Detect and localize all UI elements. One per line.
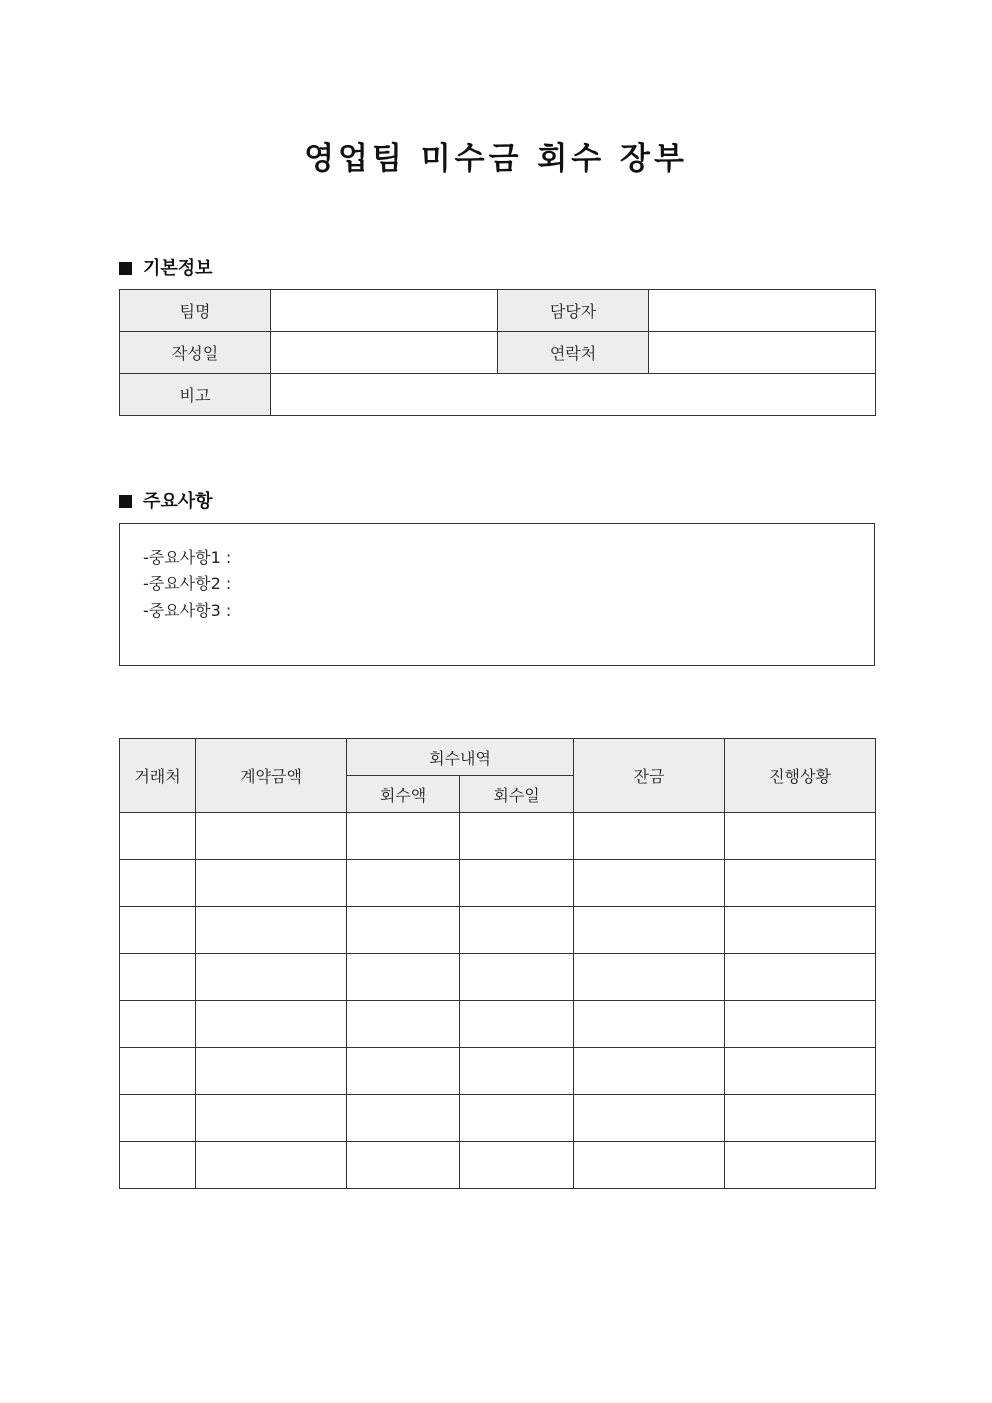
basic-info-table	[119, 289, 876, 416]
contract-amount-cell[interactable]	[196, 907, 347, 954]
collected-date-cell[interactable]	[460, 954, 574, 1001]
status-cell[interactable]	[725, 860, 876, 907]
table-row	[120, 1048, 876, 1095]
key-note-item: -중요사항1 :	[143, 548, 232, 567]
collected-amount-cell[interactable]	[347, 907, 460, 954]
basic-info-heading	[119, 254, 213, 280]
date-field[interactable]	[271, 332, 498, 374]
date-label: 작성일	[120, 332, 271, 374]
collected-amount-cell[interactable]	[347, 1095, 460, 1142]
balance-header: 잔금	[574, 739, 725, 813]
collected-amount-header: 회수액	[347, 776, 460, 813]
table-row	[120, 954, 876, 1001]
client-cell[interactable]	[120, 860, 196, 907]
status-cell[interactable]	[725, 1048, 876, 1095]
contract-amount-cell[interactable]	[196, 1048, 347, 1095]
client-cell[interactable]	[120, 1142, 196, 1189]
collection-ledger-table	[119, 738, 876, 1189]
collected-date-cell[interactable]	[460, 860, 574, 907]
page-title: 영업팀 미수금 회수 장부	[304, 141, 688, 177]
contract-amount-cell[interactable]	[196, 954, 347, 1001]
contract-amount-cell[interactable]	[196, 860, 347, 907]
manager-field[interactable]	[649, 290, 876, 332]
client-cell[interactable]	[120, 907, 196, 954]
collected-date-cell[interactable]	[460, 1095, 574, 1142]
status-cell[interactable]	[725, 813, 876, 860]
table-row	[120, 1142, 876, 1189]
collected-amount-cell[interactable]	[347, 954, 460, 1001]
balance-cell[interactable]	[574, 1095, 725, 1142]
key-notes-heading-text: 주요사항	[143, 491, 213, 512]
contract-amount-cell[interactable]	[196, 1001, 347, 1048]
key-note-item: -중요사항2 :	[143, 574, 232, 593]
client-header: 거래처	[120, 739, 196, 813]
remarks-label: 비고	[120, 374, 271, 416]
contact-field[interactable]	[649, 332, 876, 374]
balance-cell[interactable]	[574, 1001, 725, 1048]
status-cell[interactable]	[725, 1095, 876, 1142]
collected-date-cell[interactable]	[460, 1001, 574, 1048]
collected-date-cell[interactable]	[460, 1048, 574, 1095]
collected-amount-cell[interactable]	[347, 813, 460, 860]
team-field[interactable]	[271, 290, 498, 332]
status-cell[interactable]	[725, 954, 876, 1001]
contract-amount-cell[interactable]	[196, 1095, 347, 1142]
client-cell[interactable]	[120, 954, 196, 1001]
basic-info-heading-text: 기본정보	[143, 258, 213, 279]
status-cell[interactable]	[725, 1001, 876, 1048]
remarks-field[interactable]	[271, 374, 876, 416]
table-row	[120, 907, 876, 954]
key-note-item: -중요사항3 :	[143, 601, 232, 620]
collected-date-cell[interactable]	[460, 1142, 574, 1189]
status-header: 진행상황	[725, 739, 876, 813]
contract-amount-cell[interactable]	[196, 1142, 347, 1189]
status-cell[interactable]	[725, 907, 876, 954]
collected-date-cell[interactable]	[460, 907, 574, 954]
client-cell[interactable]	[120, 1001, 196, 1048]
square-bullet-icon	[119, 262, 132, 275]
table-row	[120, 1001, 876, 1048]
collected-amount-cell[interactable]	[347, 1048, 460, 1095]
table-row	[120, 813, 876, 860]
balance-cell[interactable]	[574, 860, 725, 907]
key-notes-heading	[119, 487, 213, 513]
balance-cell[interactable]	[574, 1142, 725, 1189]
manager-label: 담당자	[498, 290, 649, 332]
collected-date-header: 회수일	[460, 776, 574, 813]
collected-amount-cell[interactable]	[347, 1001, 460, 1048]
client-cell[interactable]	[120, 813, 196, 860]
square-bullet-icon	[119, 495, 132, 508]
contract-amount-header: 계약금액	[196, 739, 347, 813]
client-cell[interactable]	[120, 1095, 196, 1142]
contract-amount-cell[interactable]	[196, 813, 347, 860]
team-label: 팀명	[120, 290, 271, 332]
collected-date-cell[interactable]	[460, 813, 574, 860]
collected-amount-cell[interactable]	[347, 860, 460, 907]
collection-details-header: 회수내역	[347, 739, 574, 776]
balance-cell[interactable]	[574, 1048, 725, 1095]
client-cell[interactable]	[120, 1048, 196, 1095]
collected-amount-cell[interactable]	[347, 1142, 460, 1189]
key-notes-box[interactable]	[119, 523, 875, 666]
status-cell[interactable]	[725, 1142, 876, 1189]
table-row	[120, 1095, 876, 1142]
contact-label: 연락처	[498, 332, 649, 374]
balance-cell[interactable]	[574, 907, 725, 954]
table-row	[120, 860, 876, 907]
balance-cell[interactable]	[574, 813, 725, 860]
balance-cell[interactable]	[574, 954, 725, 1001]
ledger-body	[120, 813, 876, 1189]
